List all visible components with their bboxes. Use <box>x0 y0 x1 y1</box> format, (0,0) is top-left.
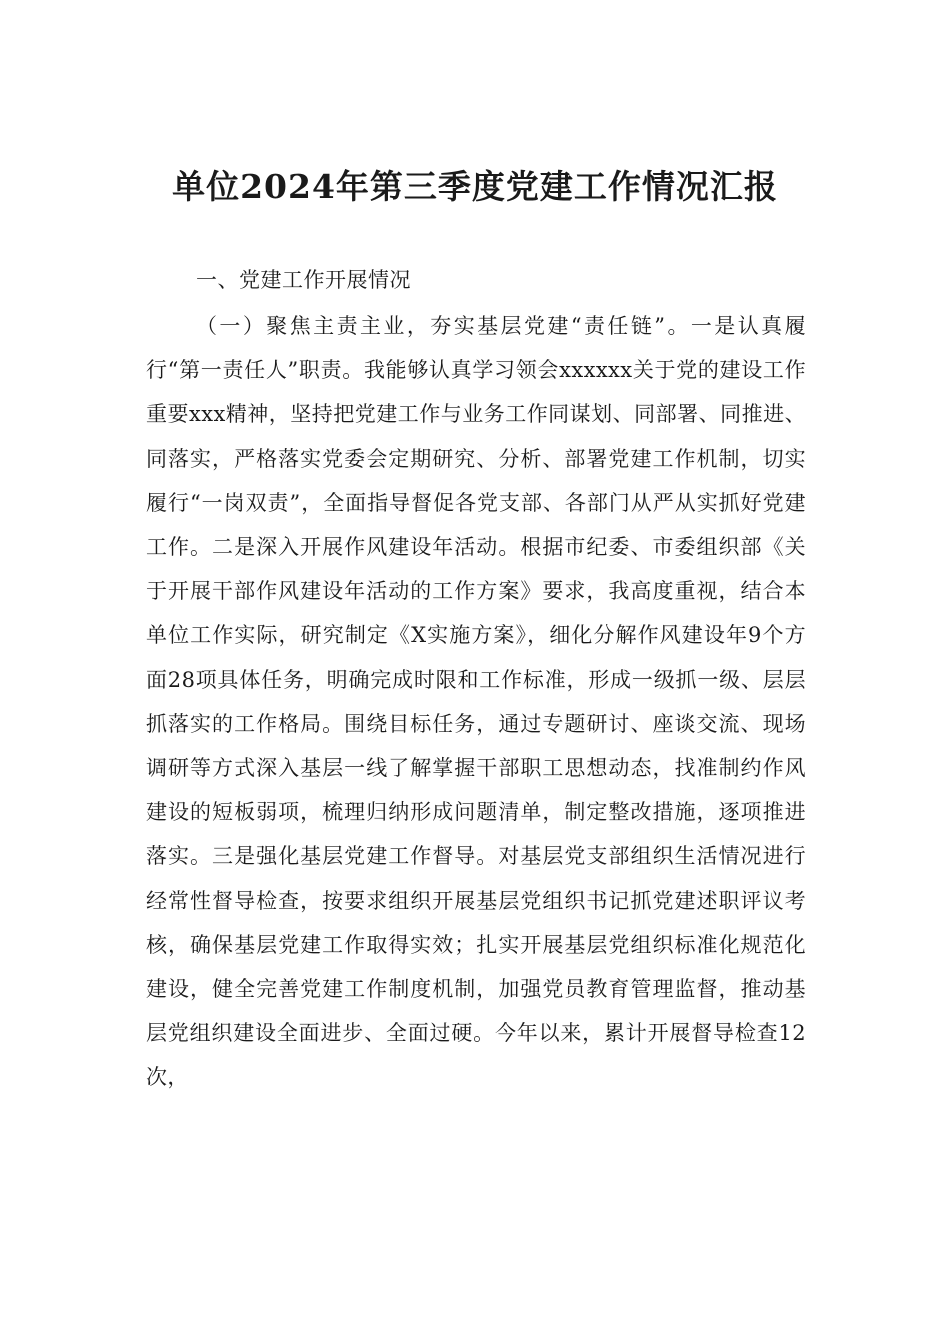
body-paragraph: （一）聚焦主责主业，夯实基层党建“责任链”。一是认真履行“第一责任人”职责。我能够认真学习领会xxxxxx关于党的建设工作重要xxx精神，坚持把党建工作与业务工作同谋划、同部署、同推进、同落实，严格落实党委会定期研究、分析、部署党建工作机制，切实履行“一岗双责”，全面指导督促各党支部、各部门从严从实抓好党建工作。二是深入开展作风建设年活动。根据市纪委、市委组织部《关于开展干部作风建设年活动的工作方案》要求，我高度重视，结合本单位工作实际，研究制定《X实施方案》，细化分解作风建设年9个方面28项具体任务，明确完成时限和工作标准，形成一级抓一级、层层抓落实的工作格局。围绕目标任务，通过专题研讨、座谈交流、现场调研等方式深入基层一线了解掌握干部职工思想动态，找准制约作风建设的短板弱项，梳理归纳形成问题清单，制定整改措施，逐项推进落实。三是强化基层党建工作督导。对基层党支部组织生活情况进行经常性督导检查，按要求组织开展基层党组织书记抓党建述职评议考核，确保基层党建工作取得实效；扎实开展基层党组织标准化规范化建设，健全完善党建工作制度机制，加强党员教育管理监督，推动基层党组织建设全面进步、全面过硬。今年以来，累计开展督导检查12次， <box>146 314 806 1090</box>
document-title: 单位2024年第三季度党建工作情况汇报 <box>172 167 778 206</box>
section-heading: 一、党建工作开展情况 <box>196 268 411 292</box>
